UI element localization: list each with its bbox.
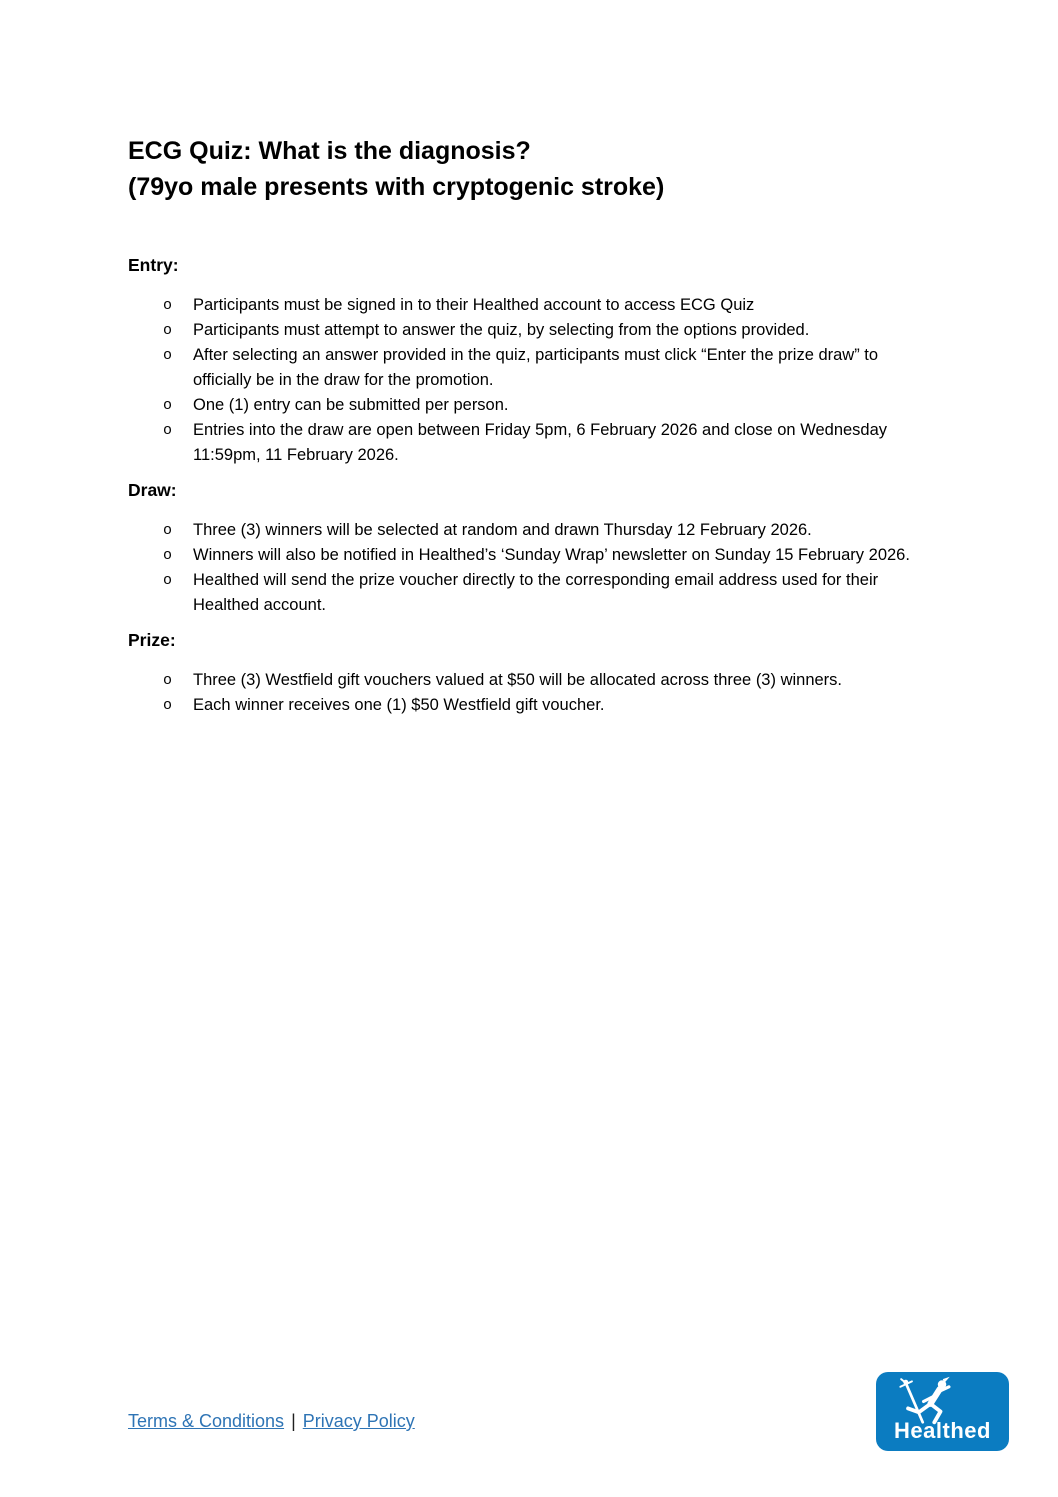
list-item bbox=[128, 343, 943, 393]
list-item bbox=[128, 668, 943, 693]
section-draw bbox=[128, 478, 943, 618]
prize-bullet-list bbox=[128, 668, 943, 718]
list-item-text: Participants must attempt to answer the quiz, by selecting from the options provided. bbox=[193, 321, 810, 339]
draw-heading: Draw: bbox=[128, 480, 177, 500]
circle-bullet-icon: o bbox=[163, 522, 173, 539]
title-line-2: (79yo male presents with cryptogenic stroke) bbox=[128, 173, 665, 201]
list-item-text: Each winner receives one (1) $50 Westfield gift voucher. bbox=[193, 696, 605, 714]
list-item bbox=[128, 318, 943, 343]
draw-bullet-list bbox=[128, 518, 943, 618]
list-item-text: Entries into the draw are open between Friday 5pm, 6 February 2026 and close on Wednesday 11:59pm, 11 February 2026. bbox=[193, 421, 888, 464]
circle-bullet-icon: o bbox=[163, 397, 173, 414]
footer-links bbox=[128, 1408, 415, 1434]
list-item-text: One (1) entry can be submitted per person. bbox=[193, 396, 509, 414]
title-line-1: ECG Quiz: What is the diagnosis? bbox=[128, 137, 531, 165]
healthed-logo bbox=[876, 1372, 1009, 1451]
list-item-text: Three (3) winners will be selected at random and drawn Thursday 12 February 2026. bbox=[193, 521, 812, 539]
circle-bullet-icon: o bbox=[163, 422, 173, 439]
list-item bbox=[128, 518, 943, 543]
page-title bbox=[128, 133, 943, 205]
list-item-text: Participants must be signed in to their Healthed account to access ECG Quiz bbox=[193, 296, 755, 314]
circle-bullet-icon: o bbox=[163, 547, 173, 564]
list-item-text: Healthed will send the prize voucher directly to the corresponding email address used for their Healthed account. bbox=[193, 571, 879, 614]
entry-heading: Entry: bbox=[128, 255, 179, 275]
list-item-text: After selecting an answer provided in the quiz, participants must click “Enter the prize draw” to officially be in the draw for the promotion. bbox=[193, 346, 879, 389]
list-item bbox=[128, 568, 943, 618]
list-item bbox=[128, 393, 943, 418]
entry-bullet-list bbox=[128, 293, 943, 468]
circle-bullet-icon: o bbox=[163, 347, 173, 364]
link-separator: | bbox=[291, 1411, 296, 1431]
list-item-text: Winners will also be notified in Healthed’s ‘Sunday Wrap’ newsletter on Sunday 15 February 2026. bbox=[193, 546, 910, 564]
list-item bbox=[128, 693, 943, 718]
terms-conditions-link[interactable]: Terms & Conditions bbox=[128, 1411, 285, 1431]
list-item bbox=[128, 293, 943, 318]
privacy-policy-link[interactable]: Privacy Policy bbox=[302, 1411, 415, 1431]
circle-bullet-icon: o bbox=[163, 297, 173, 314]
document-content bbox=[128, 133, 943, 726]
circle-bullet-icon: o bbox=[163, 322, 173, 339]
list-item-text: Three (3) Westfield gift vouchers valued at $50 will be allocated across three (3) winners. bbox=[193, 671, 843, 689]
prize-heading: Prize: bbox=[128, 630, 176, 650]
circle-bullet-icon: o bbox=[163, 697, 173, 714]
section-entry bbox=[128, 253, 943, 468]
list-item bbox=[128, 418, 943, 468]
circle-bullet-icon: o bbox=[163, 672, 173, 689]
section-prize bbox=[128, 628, 943, 718]
list-item bbox=[128, 543, 943, 568]
healthed-wordmark: Healthed bbox=[894, 1418, 991, 1443]
circle-bullet-icon: o bbox=[163, 572, 173, 589]
